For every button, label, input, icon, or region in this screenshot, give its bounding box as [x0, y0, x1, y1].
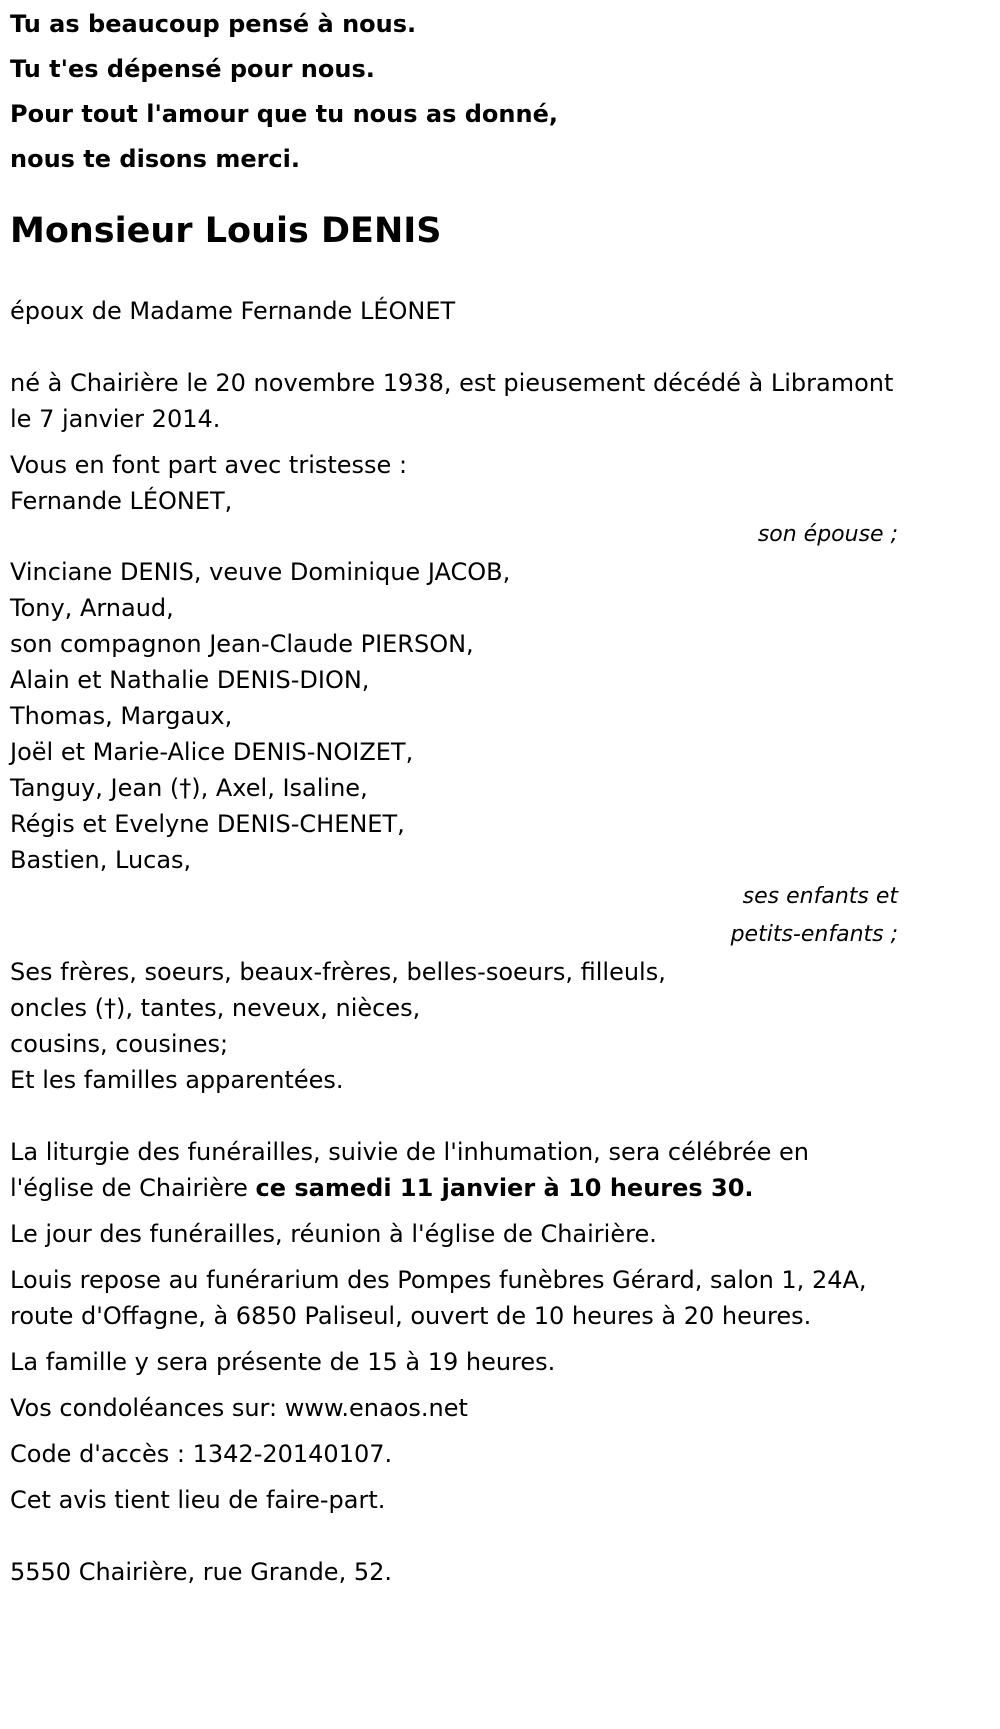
poem-line: Tu as beaucoup pensé à nous.: [10, 10, 417, 38]
children-list: [10, 554, 898, 878]
list-item: Alain et Nathalie DENIS-DION,: [10, 666, 370, 694]
list-item: Tony, Arnaud,: [10, 594, 174, 622]
spouse-role: son épouse ;: [757, 522, 898, 547]
funeral-paragraph: [10, 1134, 898, 1206]
list-item: cousins, cousines;: [10, 1030, 229, 1058]
list-item: Régis et Evelyne DENIS-CHENET,: [10, 810, 405, 838]
family-list: [10, 954, 898, 1098]
obituary-notice: [10, 0, 898, 1590]
spouse-name: Fernande LÉONET,: [10, 487, 233, 515]
children-role-line-2: petits-enfants ;: [730, 922, 898, 947]
list-item: Vinciane DENIS, veuve Dominique JACOB,: [10, 558, 511, 586]
birth-death-text: né à Chairière le 20 novembre 1938, est pieusement décédé à Libramont le 7 janvier 2014.: [10, 369, 894, 433]
poem: [10, 2, 898, 182]
spouse-line: époux de Madame Fernande LÉONET: [10, 297, 456, 325]
list-item: son compagnon Jean-Claude PIERSON,: [10, 630, 474, 658]
poem-line: Pour tout l'amour que tu nous as donné,: [10, 100, 558, 128]
condolences-text: Vos condoléances sur: www.enaos.net: [10, 1394, 468, 1422]
list-item: Ses frères, soeurs, beaux-frères, belles-soeurs, filleuls,: [10, 958, 666, 986]
family-presence-text: La famille y sera présente de 15 à 19 heures.: [10, 1348, 556, 1376]
list-item: Et les familles apparentées.: [10, 1066, 344, 1094]
list-item: oncles (†), tantes, neveux, nièces,: [10, 994, 421, 1022]
list-item: Joël et Marie-Alice DENIS-NOIZET,: [10, 738, 414, 766]
list-item: Thomas, Margaux,: [10, 702, 233, 730]
poem-line: nous te disons merci.: [10, 145, 301, 173]
access-code-text: Code d'accès : 1342-20140107.: [10, 1440, 393, 1468]
rest-text: Louis repose au funérarium des Pompes funèbres Gérard, salon 1, 24A, route d'Offagne, à 6850 Paliseul, ouvert de 10 heures à 20 heures.: [10, 1266, 867, 1330]
list-item: Tanguy, Jean (†), Axel, Isaline,: [10, 774, 368, 802]
list-item: Bastien, Lucas,: [10, 846, 192, 874]
funeral-date: ce samedi 11 janvier à 10 heures 30.: [255, 1174, 754, 1202]
deceased-name: Monsieur Louis DENIS: [10, 211, 442, 251]
children-role-line-1: ses enfants et: [742, 884, 898, 909]
address-text: 5550 Chairière, rue Grande, 52.: [10, 1558, 392, 1586]
funeral-text: La liturgie des funérailles, suivie de l'inhumation, sera célébrée en l'église de Chairière: [10, 1138, 810, 1202]
intro-text: Vous en font part avec tristesse :: [10, 451, 408, 479]
notice-text: Cet avis tient lieu de faire-part.: [10, 1486, 386, 1514]
meeting-text: Le jour des funérailles, réunion à l'église de Chairière.: [10, 1220, 657, 1248]
poem-line: Tu t'es dépensé pour nous.: [10, 55, 375, 83]
